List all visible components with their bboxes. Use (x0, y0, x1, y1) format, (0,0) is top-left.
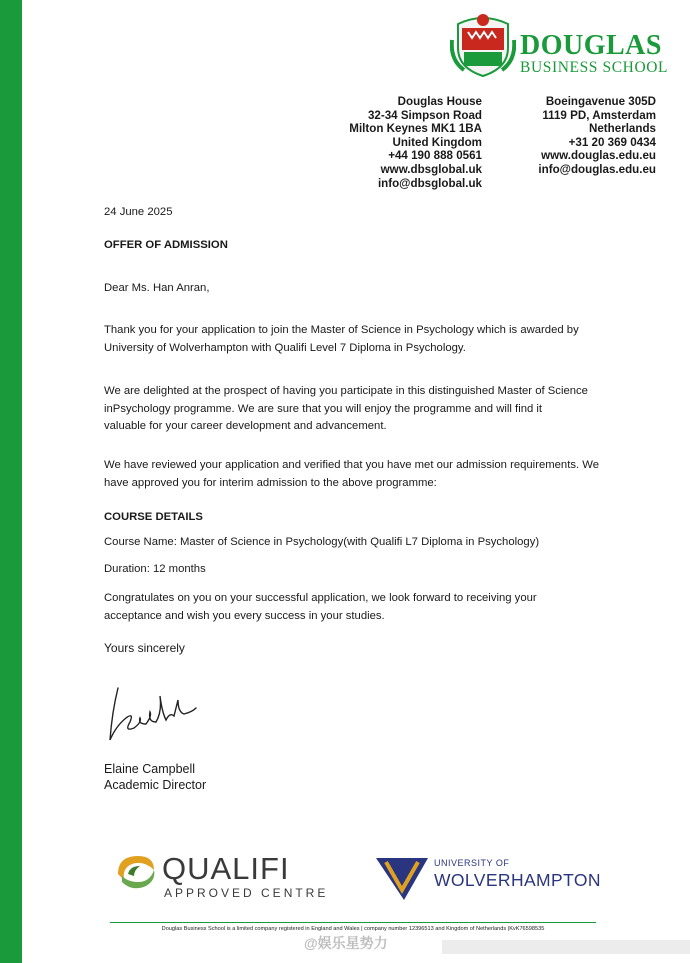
address-line: Boeingavenue 305D (545, 95, 656, 108)
address-uk (349, 95, 482, 190)
address-nl (538, 95, 656, 177)
wolverhampton-crest-icon (374, 854, 430, 902)
brand-name: DOUGLAS (520, 30, 662, 61)
address-line: Douglas House (397, 95, 482, 108)
watermark-redaction-bar (442, 940, 690, 954)
green-sidebar-stripe (0, 0, 22, 963)
course-name: Course Name: Master of Science in Psychology(with Qualifi L7 Diploma in Psychology) (104, 536, 540, 548)
paragraph-3 (104, 457, 624, 492)
course-duration: Duration: 12 months (104, 563, 206, 575)
email: info@dbsglobal.uk (377, 176, 482, 190)
paragraph-line: acceptance and wish you every success in your studies. (104, 609, 385, 622)
crest-logo-icon (450, 10, 516, 78)
qualifi-swirl-icon (114, 852, 158, 892)
signer-name: Elaine Campbell (104, 762, 196, 776)
paragraph-line: We have reviewed your application and verified that you have met our admission requirements. We (104, 459, 600, 471)
website: www.dbsglobal.uk (380, 162, 482, 176)
course-heading: COURSE DETAILS (104, 511, 203, 523)
wolverhampton-top: UNIVERSITY OF (434, 858, 510, 868)
closing: Yours sincerely (104, 641, 185, 655)
letter-date: 24 June 2025 (104, 206, 173, 218)
paragraph-line: inPsychology programme. We are sure that you will enjoy the programme and will find it (104, 402, 543, 415)
address-line: Netherlands (588, 122, 656, 136)
paragraph-line: Congratulates on you on your successful application, we look forward to receiving your (104, 592, 537, 604)
qualifi-subtitle: APPROVED CENTRE (164, 886, 329, 900)
brand-wordmark (520, 32, 668, 76)
watermark-text: @娱乐星势力 (304, 935, 388, 951)
footer-divider (110, 922, 596, 923)
address-line: 32-34 Simpson Road (367, 108, 482, 122)
paragraph-1 (104, 322, 624, 357)
signer-block (104, 762, 206, 793)
address-line: United Kingdom (392, 135, 482, 149)
salutation: Dear Ms. Han Anran, (104, 282, 210, 294)
phone: +44 190 888 0561 (388, 149, 482, 163)
wolverhampton-name: WOLVERHAMPTON (434, 870, 601, 890)
letter-subject: OFFER OF ADMISSION (104, 239, 228, 251)
signature-image (104, 682, 214, 746)
paragraph-line: We are delighted at the prospect of having you participate in this distinguished Master of Science (104, 385, 588, 397)
address-line: 1119 PD, Amsterdam (542, 108, 656, 122)
email: info@douglas.edu.eu (538, 162, 656, 176)
qualifi-name: QUALIFI (162, 851, 290, 886)
address-line: Milton Keynes MK1 1BA (349, 122, 482, 136)
paragraph-4 (104, 590, 624, 625)
brand-subname: BUSINESS SCHOOL (520, 59, 669, 76)
website: www.douglas.edu.eu (541, 149, 656, 163)
paragraph-line: University of Wolverhampton with Qualifi Level 7 Diploma in Psychology. (104, 341, 466, 354)
footer-legal-text: Douglas Business School is a limited company registered in England and Wales | company number 12396513 and Kingdom of Netherlands |KvK76598535 (161, 926, 545, 932)
letter-page (22, 0, 690, 963)
paragraph-line: valuable for your career development and advancement. (104, 420, 387, 432)
paragraph-line: have approved you for interim admission to the above programme: (104, 476, 437, 489)
paragraph-2 (104, 383, 624, 436)
signer-title: Academic Director (104, 777, 207, 792)
paragraph-line: Thank you for your application to join the Master of Science in Psychology which is awarded by (104, 324, 579, 336)
phone: +31 20 369 0434 (568, 135, 656, 149)
